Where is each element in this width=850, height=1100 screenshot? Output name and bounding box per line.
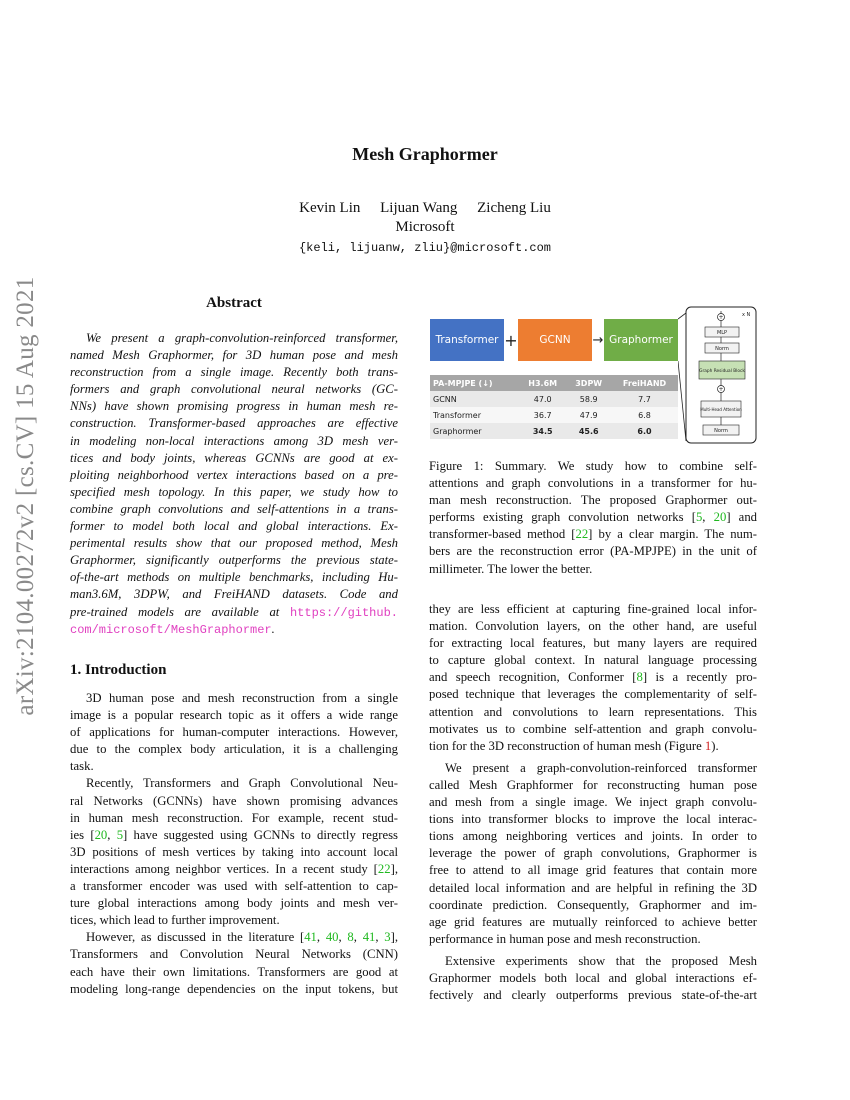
text-line: in human mesh reconstruction. For example, recent stud- <box>70 810 398 825</box>
text-line: tices, which lead to further improvement. <box>70 913 280 928</box>
text-line: in modeling non-local interactions among 3D mesh ver- <box>70 433 398 448</box>
text-line: for extracting local features, but many layers are required <box>429 636 757 651</box>
plus-icon: + <box>718 314 724 321</box>
text-line: modeling long-range dependencies on the input tokens, but <box>70 981 398 996</box>
text-line: and speech recognition, Conformer [8] is a recently pro- <box>429 670 757 685</box>
norm-label: Norm <box>715 346 729 352</box>
code-link-cont[interactable]: com/microsoft/MeshGraphormer <box>70 622 272 637</box>
text-line: com/microsoft/MeshGraphormer. <box>70 621 275 637</box>
plus-sign: + <box>504 330 518 350</box>
citation-link[interactable]: 5 <box>695 510 703 525</box>
text-line: former to model both local and global interactions. Ex- <box>70 519 398 534</box>
text-line: task. <box>70 759 94 774</box>
results-table <box>430 375 678 439</box>
citation-link[interactable]: 41 <box>304 930 317 945</box>
table-cell: 6.8 <box>611 407 678 423</box>
text-line: posed technique that leverages the complementarity of self- <box>429 687 757 702</box>
text-line: We present a graph-convolution-reinforced transformer <box>445 760 757 775</box>
arxiv-identifier-text: arXiv:2104.00272v2 [cs.CV] 15 Aug 2021 <box>12 276 39 716</box>
table-cell: 58.9 <box>566 391 611 407</box>
table-cell: 47.0 <box>519 391 566 407</box>
text-line: attention and convolutions to learn representations. This <box>429 704 757 719</box>
figure-1 <box>430 305 758 450</box>
text-line: However, as discussed in the literature [41, 40, 8, 41, 3], <box>86 930 399 945</box>
text-line: specified mesh topology. In this paper, we study how to <box>70 484 398 499</box>
text-line: man3.6M, 3DPW, and FreiHAND datasets. Code and <box>70 587 398 602</box>
text-line: tices and body joints, whereas GCNNs are good at ex- <box>70 450 398 465</box>
text-line: 3D human pose and mesh reconstruction from a single <box>86 691 398 705</box>
gcnn-block: GCNN <box>518 319 592 361</box>
section-heading: 1. Introduction <box>70 662 167 678</box>
text-line: construction. Transformer-based approaches are effective <box>70 416 398 431</box>
text-line: interactions among neighbor vertices. In a recent study [22], <box>70 861 398 876</box>
table-header-row <box>430 375 678 391</box>
text-line: due to the complex body articulation, it is a challenging <box>70 742 398 757</box>
text-line: image is a popular research topic as it offers a wide range <box>70 708 398 723</box>
author-name: Zicheng Liu <box>477 200 551 216</box>
text-line: NNs) have shown promising progress in human mesh re- <box>70 399 398 414</box>
text-line: they are less efficient at capturing fine-grained local infor- <box>429 602 757 616</box>
text-line: formers and graph convolutional neural networks (GC- <box>70 382 398 397</box>
authors <box>0 200 850 217</box>
citation-link[interactable]: 5 <box>116 827 124 842</box>
author-name: Kevin Lin <box>299 200 361 216</box>
citation-link[interactable]: 20 <box>713 510 727 525</box>
table-cell: GCNN <box>430 391 519 407</box>
text-line: and mesh from a single image. We inject graph convolu- <box>429 795 757 810</box>
text-line: bers are the reconstruction error (PA-MPJPE) in the unit of <box>429 544 757 559</box>
citation-link[interactable]: 8 <box>347 930 354 945</box>
graphormer-detail-diagram <box>678 305 758 450</box>
text-line: to capture global context. In natural language processing <box>429 653 757 668</box>
transformer-block: Transformer <box>430 319 504 361</box>
graph-residual-label: Graph Residual Block <box>699 369 745 374</box>
text-line: ral Networks (GCNNs) have shown promising advances <box>70 793 398 808</box>
xn-label: x N <box>742 312 751 318</box>
mlp-label: MLP <box>716 330 728 336</box>
abstract-body <box>70 330 398 638</box>
table-cell: Graphormer <box>430 423 519 439</box>
text-line: performance in human pose and mesh reconstruction. <box>429 931 701 946</box>
abstract-heading: Abstract <box>206 295 262 311</box>
citation-link[interactable]: 3 <box>384 930 391 945</box>
author-emails: {keli, lijuanw, zliu}@microsoft.com <box>298 241 552 255</box>
table-row <box>430 391 678 407</box>
text-line: attentions and graph convolutions in a transformer for hu- <box>429 476 757 491</box>
text-line: man mesh reconstruction. The proposed Graphormer out- <box>429 493 757 508</box>
citation-link[interactable]: 40 <box>325 930 339 945</box>
table-header: 3DPW <box>566 375 611 391</box>
code-link[interactable]: https://github. <box>289 605 398 620</box>
text-line: tion for the 3D reconstruction of human mesh (Figure 1). <box>429 738 719 753</box>
arxiv-identifier <box>6 276 46 716</box>
text-line: called Mesh Graphformer for reconstructing human pose <box>429 777 757 792</box>
table-header: FreiHAND <box>611 375 678 391</box>
table-cell: 36.7 <box>519 407 566 423</box>
text-line: perimental results show that our proposed method, Mesh <box>70 536 398 551</box>
text-line: ies [20, 5] have suggested using GCNNs to directly regress <box>70 827 398 842</box>
text-line: reconstruction from a single image. Recently both trans- <box>70 365 398 380</box>
text-line: of applications for human-computer interactions. However, <box>70 725 398 740</box>
text-line: tions into transformer blocks to improve the local interac- <box>429 812 757 827</box>
text-line: each have their own limitations. Transformers are good at <box>70 964 398 979</box>
citation-link[interactable]: 41 <box>362 930 376 945</box>
table-row <box>430 407 678 423</box>
table-header: PA-MPJPE (↓) <box>430 375 519 391</box>
text-line: Figure 1: Summary. We study how to combine self- <box>429 459 757 473</box>
text-line: leverage the power of graph convolutions, Graphormer is <box>429 846 757 861</box>
text-line: Graphormer models both local and global interactions ef- <box>429 970 757 985</box>
text-line: age grid features are mutually reinforced to achieve better <box>429 914 757 929</box>
paper-title: Mesh Graphormer <box>352 144 498 164</box>
text-line: ploiting neighborhood vertex interactions based on a pre- <box>70 467 398 482</box>
text-line: free to attend to all image grid features that contain more <box>429 863 757 878</box>
table-row <box>430 423 678 439</box>
text-line: detailed local information and are helpful in refining the 3D <box>429 880 757 895</box>
table-cell: 34.5 <box>519 423 566 439</box>
intro-column-1 <box>70 690 398 998</box>
text-line: Graphormer, significantly outperforms the previous state- <box>70 553 398 568</box>
intro-column-2 <box>429 601 757 1004</box>
table-cell: 47.9 <box>566 407 611 423</box>
citation-link[interactable]: 8 <box>636 670 643 685</box>
text-line: fectively and clearly outperforms previous state-of-the-art <box>429 988 757 1003</box>
text-line: of-the-art methods on multiple benchmarks, including Hu- <box>70 570 398 585</box>
figure-caption <box>429 458 757 578</box>
text-line: pre-trained models are available at https://github. <box>70 604 398 620</box>
affiliation: Microsoft <box>395 219 455 235</box>
text-line: 3D positions of mesh vertices by taking into account local <box>70 844 398 859</box>
table-cell: 6.0 <box>611 423 678 439</box>
plus-icon: + <box>718 386 724 393</box>
text-line: transformer-based method [22] by a clear margin. The num- <box>429 527 757 542</box>
author-name: Lijuan Wang <box>380 200 458 216</box>
arrow-icon: → <box>592 332 604 348</box>
table-cell: 7.7 <box>611 391 678 407</box>
norm-label: Norm <box>714 428 728 434</box>
table-cell: 45.6 <box>566 423 611 439</box>
text-line: mation. Convolution layers, on the other hand, are useful <box>429 619 757 634</box>
citation-link[interactable]: 22 <box>575 527 589 542</box>
text-line: a transformer encoder was used with self-attention to cap- <box>70 879 398 894</box>
table-header: H3.6M <box>519 375 566 391</box>
figure-ref-link[interactable]: 1 <box>704 738 712 753</box>
text-line: named Mesh Graphormer, for 3D human pose and mesh <box>70 348 398 363</box>
table-cell: Transformer <box>430 407 519 423</box>
graphormer-block: Graphormer <box>604 319 678 361</box>
text-line: We present a graph-convolution-reinforced transformer, <box>86 331 398 345</box>
text-line: combine graph convolutions and self-attentions in a trans- <box>70 501 398 516</box>
text-line: performs existing graph convolution networks [5, 20] and <box>429 510 758 525</box>
text-line: Transformers and Convolution Neural Networks (CNN) <box>70 947 398 962</box>
text-line: ture global interactions among body joints and mesh ver- <box>70 896 398 911</box>
citation-link[interactable]: 20 <box>94 827 108 842</box>
text-line: motivates us to combine self-attention and graph convolu- <box>429 721 757 736</box>
text-line: coordinate prediction. Consequently, Graphormer and im- <box>429 897 757 912</box>
mha-label: Multi-Head Attention <box>700 407 742 412</box>
text-line: Recently, Transformers and Graph Convolutional Neu- <box>86 776 398 791</box>
citation-link[interactable]: 22 <box>377 861 391 876</box>
text-line: millimeter. The lower the better. <box>429 561 593 576</box>
text-line: Extensive experiments show that the proposed Mesh <box>445 953 757 968</box>
text-line: tions among neighboring vertices and joints. In order to <box>429 829 757 844</box>
